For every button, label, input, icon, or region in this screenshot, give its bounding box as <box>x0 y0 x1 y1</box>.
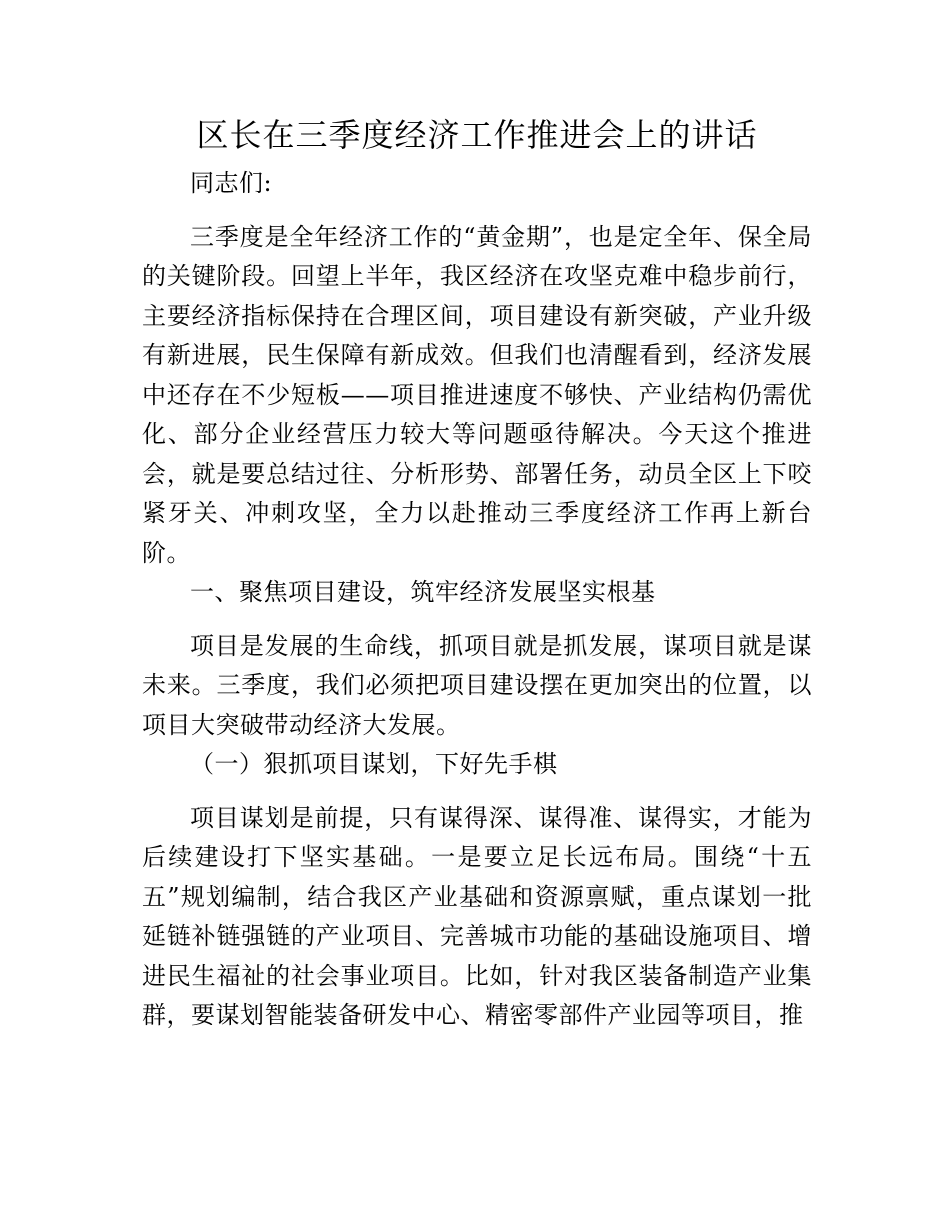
salutation: 同志们: <box>190 169 273 197</box>
document-title: 区长在三季度经济工作推进会上的讲话 <box>196 116 758 154</box>
subsection-heading-1: （一）狠抓项目谋划，下好先手棋 <box>190 750 558 778</box>
document-body <box>142 112 812 1036</box>
section-heading-1: 一、聚焦项目建设，筑牢经济发展坚实根基 <box>190 578 656 606</box>
intro-paragraph: 三季度是全年经济工作的“黄金期”，也是定全年、保全局的关键阶段。回望上半年，我区经济在攻坚克难中稳步前行，主要经济指标保持在合理区间，项目建设有新突破，产业升级有新进展，民生保障有新成效。但我们也清醒看到，经济发展中还存在不少短板——项目推进速度不够快、产业结构仍需优化、部分企业经营压力较大等问题亟待解决。今天这个推进会，就是要总结过往、分析形势、部署任务，动员全区上下咬紧牙关、冲刺攻坚，全力以赴推动三季度经济工作再上新台阶。 <box>142 222 812 567</box>
subsection-paragraph-1: 项目谋划是前提，只有谋得深、谋得准、谋得实，才能为后续建设打下坚实基础。一是要立足长远布局。围绕“十五五”规划编制，结合我区产业基础和资源禀赋，重点谋划一批延链补链强链的产业项目、完善城市功能的基础设施项目、增进民生福祉的社会事业项目。比如，针对我区装备制造产业集群，要谋划智能装备研发中心、精密零部件产业园等项目，推 <box>142 803 812 1029</box>
section-paragraph-1: 项目是发展的生命线，抓项目就是抓发展，谋项目就是谋未来。三季度，我们必须把项目建设摆在更加突出的位置，以项目大突破带动经济大发展。 <box>142 631 812 739</box>
